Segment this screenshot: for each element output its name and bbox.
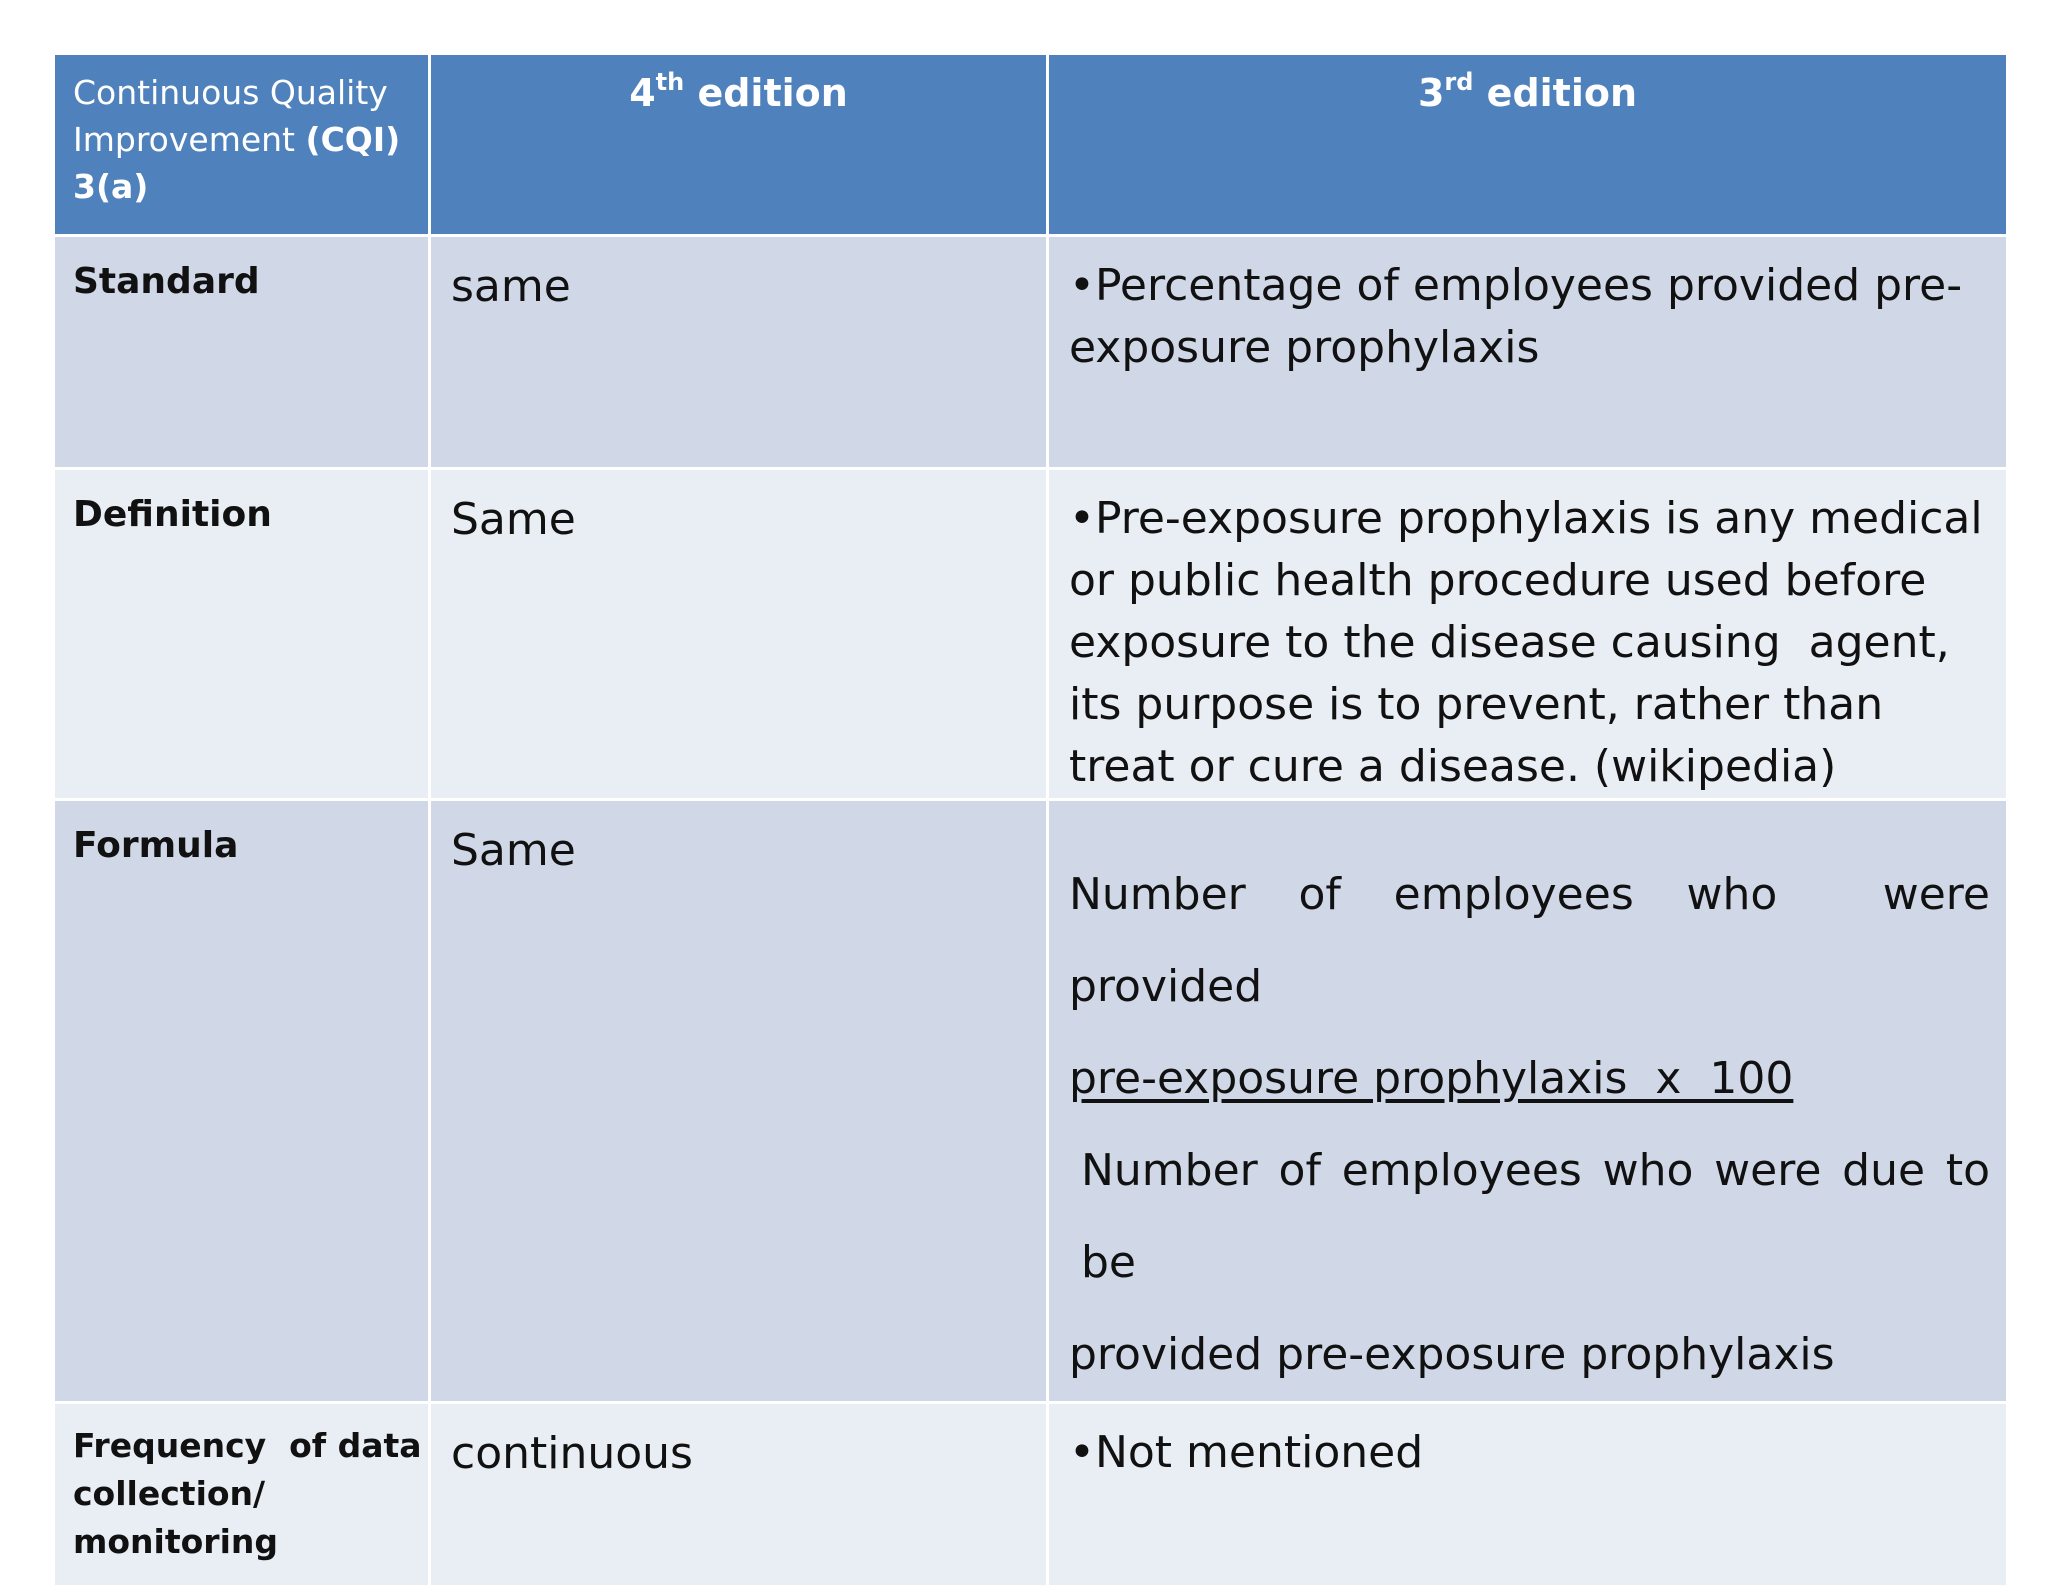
cell-4th-formula: Same: [430, 800, 1048, 1403]
row-label-standard: Standard: [54, 236, 430, 469]
formula-block: [1069, 819, 2004, 1401]
header-3rd-sup: rd: [1444, 68, 1474, 96]
table-row-frequency: [54, 1403, 2008, 1587]
table-row-standard: [54, 236, 2008, 469]
header-corner-line1: Continuous Quality: [73, 73, 388, 112]
cell-3rd-definition: •Pre-exposure prophylaxis is any medical or public health procedure used before exposure to the disease causing agent, its purpose is to prevent, rather than treat or cure a disease. (wikipedia): [1048, 469, 2008, 800]
header-corner-line3: 3(a): [73, 167, 149, 206]
table-header-row: [54, 54, 2008, 236]
cell-4th-frequency: continuous: [430, 1403, 1048, 1587]
table-row-definition: [54, 469, 2008, 800]
row-label-frequency-line1: Frequency of data: [73, 1426, 422, 1465]
formula-numerator-line2: [1069, 1033, 1990, 1125]
formula-denominator-line1: Number of employees who were due to be: [1081, 1145, 1990, 1288]
header-corner-cell: [54, 54, 430, 236]
formula-numerator-line2-text: pre-exposure prophylaxis x 100: [1069, 1053, 1794, 1104]
cell-3rd-formula: [1048, 800, 2008, 1403]
cell-4th-standard: same: [430, 236, 1048, 469]
formula-denominator-line2: provided pre-exposure prophylaxis: [1069, 1329, 1835, 1380]
header-4th-sup: th: [655, 68, 685, 96]
cqi-comparison-table: [52, 52, 2009, 1588]
header-4th-label: edition: [684, 71, 848, 115]
header-3rd-num: 3: [1417, 71, 1445, 115]
formula-numerator-line1: Number of employees who were provided: [1069, 869, 2004, 1012]
cell-4th-definition: Same: [430, 469, 1048, 800]
cell-3rd-frequency: •Not mentioned: [1048, 1403, 2008, 1587]
header-3rd-edition: [1048, 54, 2008, 236]
header-4th-num: 4: [629, 71, 656, 115]
row-label-definition: Definition: [54, 469, 430, 800]
header-corner-line2: Improvement: [73, 120, 306, 159]
row-label-frequency: [54, 1403, 430, 1587]
row-label-frequency-line2: collection/: [73, 1474, 266, 1513]
row-label-formula: Formula: [54, 800, 430, 1403]
header-4th-edition: [430, 54, 1048, 236]
row-label-frequency-line3: monitoring: [73, 1522, 279, 1561]
cell-3rd-standard: •Percentage of employees provided pre-exposure prophylaxis: [1048, 236, 2008, 469]
table-row-formula: [54, 800, 2008, 1403]
header-corner-cqi: (CQI): [305, 120, 401, 159]
header-3rd-label: edition: [1473, 71, 1638, 115]
